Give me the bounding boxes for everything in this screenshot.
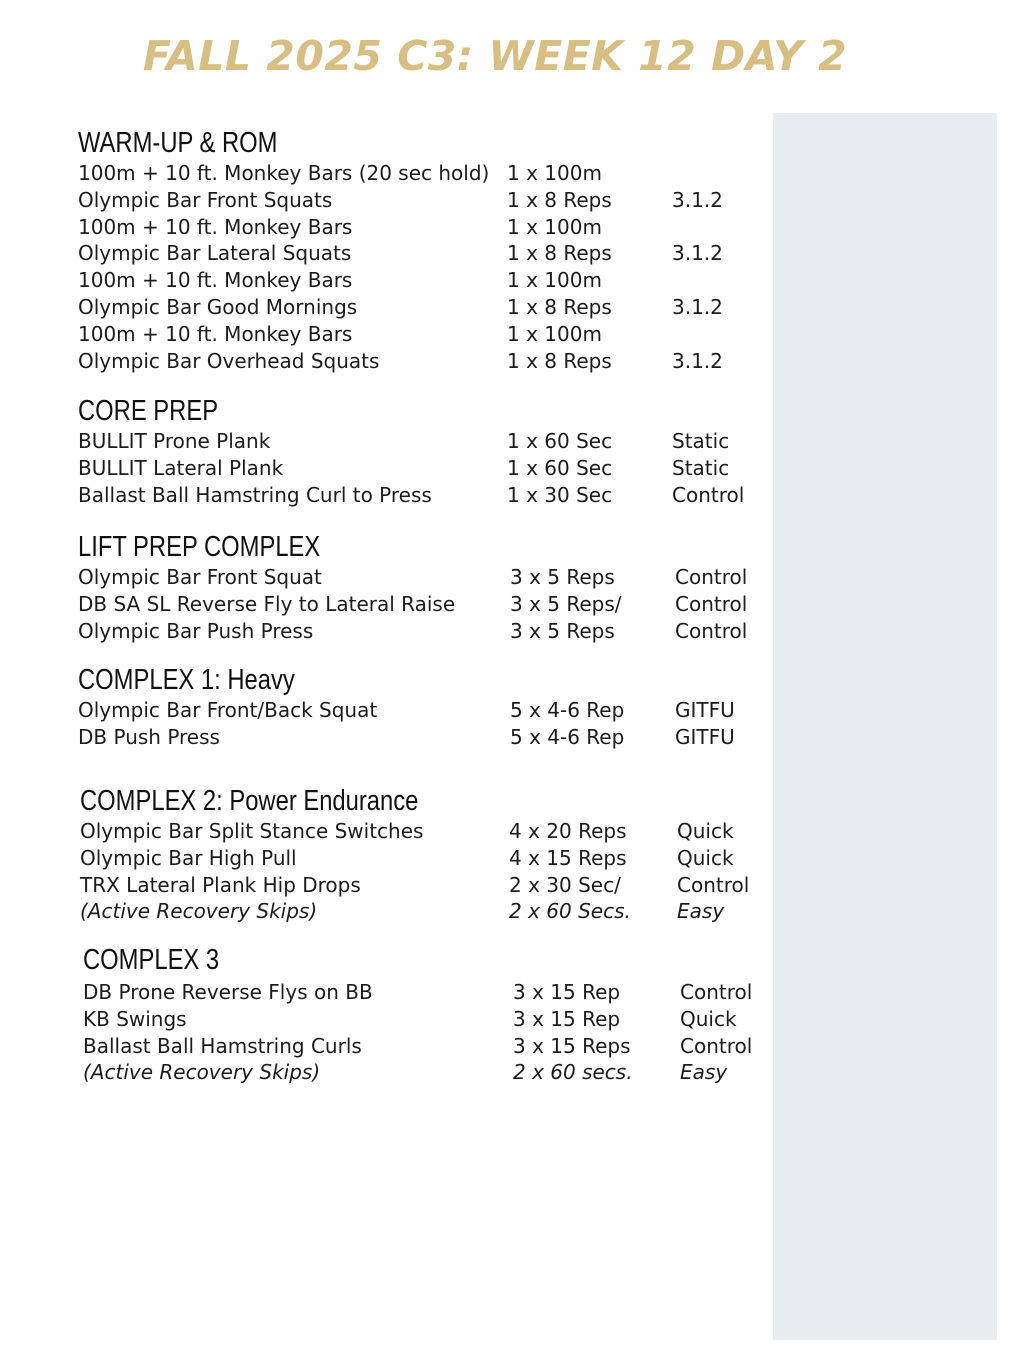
exercise-row [83,1006,773,1033]
section-core-prep [78,394,768,508]
exercise-sets: 4 x 20 Reps [509,819,627,843]
exercise-row [78,267,768,294]
exercise-sets: 1 x 30 Sec [507,482,613,507]
side-panel [773,113,997,1340]
section-complex-3 [83,943,773,1086]
exercise-row [80,898,770,925]
section-complex-1 [78,663,768,751]
exercise-sets: 5 x 4-6 Rep [510,698,625,722]
exercise-list [83,979,773,1086]
exercise-note: Easy [680,1060,728,1085]
exercise-note: 3.1.2 [672,294,723,319]
exercise-note: 3.1.2 [672,348,723,373]
section-heading: COMPLEX 1: Heavy [78,664,295,696]
exercise-row [78,160,768,187]
exercise-row [78,482,768,509]
section-heading: COMPLEX 3 [83,944,220,976]
exercise-note: GITFU [675,724,735,749]
exercise-note: Control [672,482,745,507]
exercise-name: BULLIT Prone Plank [78,429,271,453]
exercise-row [78,618,768,645]
exercise-row [78,187,768,214]
section-heading: LIFT PREP COMPLEX [78,531,321,563]
exercise-name: (Active Recovery Skips) [80,899,318,924]
exercise-sets: 2 x 30 Sec/ [509,872,621,897]
exercise-sets: 1 x 8 Reps [507,187,612,212]
exercise-name: Olympic Bar Front Squats [78,187,333,212]
exercise-row [78,591,768,618]
exercise-sets: 3 x 5 Reps [510,618,615,643]
exercise-sets: 1 x 100m [507,214,602,239]
exercise-name: Ballast Ball Hamstring Curl to Press [78,482,432,507]
exercise-sets: 3 x 15 Reps [513,1033,631,1058]
exercise-sets: 5 x 4-6 Rep [510,724,625,749]
exercise-row [80,845,770,872]
exercise-name: 100m + 10 ft. Monkey Bars [78,268,353,293]
exercise-sets: 1 x 100m [507,161,602,185]
exercise-note: Control [675,565,748,589]
exercise-row [78,428,768,455]
exercise-sets: 1 x 60 Sec [507,455,613,480]
exercise-sets: 3 x 15 Rep [513,980,621,1004]
exercise-name: TRX Lateral Plank Hip Drops [80,872,361,897]
exercise-list [78,428,768,508]
section-warm-up [78,126,768,374]
exercise-name: Olympic Bar Split Stance Switches [80,819,424,843]
exercise-name: Olympic Bar High Pull [80,845,297,870]
exercise-note: Quick [677,845,734,870]
exercise-sets: 1 x 8 Reps [507,348,612,373]
exercise-row [78,564,768,591]
exercise-name: Olympic Bar Lateral Squats [78,241,352,266]
exercise-row [78,455,768,482]
exercise-note: Control [680,1033,753,1058]
exercise-sets: 1 x 100m [507,268,602,293]
section-heading: CORE PREP [78,395,219,427]
exercise-name: (Active Recovery Skips) [83,1060,321,1085]
exercise-name: DB Prone Reverse Flys on BB [83,980,373,1004]
exercise-name: Olympic Bar Push Press [78,618,314,643]
exercise-note: Quick [680,1006,737,1031]
exercise-name: 100m + 10 ft. Monkey Bars [78,214,353,239]
exercise-note: 3.1.2 [672,187,723,212]
exercise-row [78,294,768,321]
exercise-note: Quick [677,819,734,843]
exercise-row [83,1033,773,1060]
exercise-sets: 3 x 5 Reps [510,565,615,589]
exercise-list [78,160,768,374]
exercise-note: Control [675,618,748,643]
exercise-note: GITFU [675,698,735,722]
exercise-row [78,321,768,348]
section-complex-2 [80,784,770,925]
exercise-name: 100m + 10 ft. Monkey Bars [78,321,353,346]
exercise-row [83,1059,773,1086]
exercise-sets: 1 x 100m [507,321,602,346]
exercise-name: BULLIT Lateral Plank [78,455,284,480]
exercise-note: Control [675,591,748,616]
exercise-note: Easy [677,899,725,924]
exercise-note: 3.1.2 [672,241,723,266]
exercise-row [80,818,770,845]
exercise-name: 100m + 10 ft. Monkey Bars (20 sec hold) [78,161,490,185]
exercise-note: Control [680,980,753,1004]
exercise-name: DB Push Press [78,724,220,749]
exercise-row [78,214,768,241]
exercise-sets: 1 x 8 Reps [507,294,612,319]
exercise-name: KB Swings [83,1006,187,1031]
exercise-sets: 3 x 5 Reps/ [510,591,622,616]
exercise-name: DB SA SL Reverse Fly to Lateral Raise [78,591,456,616]
exercise-row [78,697,768,724]
exercise-sets: 4 x 15 Reps [509,845,627,870]
section-heading: WARM-UP & ROM [78,127,278,159]
exercise-sets: 1 x 60 Sec [507,429,613,453]
exercise-sets: 2 x 60 secs. [513,1060,633,1085]
exercise-note: Control [677,872,750,897]
exercise-row [78,348,768,375]
exercise-sets: 1 x 8 Reps [507,241,612,266]
exercise-name: Olympic Bar Overhead Squats [78,348,380,373]
exercise-row [80,872,770,899]
exercise-row [83,979,773,1006]
exercise-list [78,564,768,644]
exercise-row [78,724,768,751]
exercise-list [78,697,768,751]
exercise-note: Static [672,429,730,453]
exercise-row [78,240,768,267]
exercise-name: Olympic Bar Good Mornings [78,294,358,319]
exercise-sets: 2 x 60 Secs. [509,899,631,924]
exercise-name: Ballast Ball Hamstring Curls [83,1033,362,1058]
section-heading: COMPLEX 2: Power Endurance [80,785,419,817]
exercise-name: Olympic Bar Front Squat [78,565,322,589]
exercise-note: Static [672,455,730,480]
exercise-name: Olympic Bar Front/Back Squat [78,698,378,722]
exercise-list [80,818,770,925]
section-lift-prep [78,530,768,644]
exercise-sets: 3 x 15 Rep [513,1006,621,1031]
page-title: FALL 2025 C3: WEEK 12 DAY 2 [142,32,848,80]
